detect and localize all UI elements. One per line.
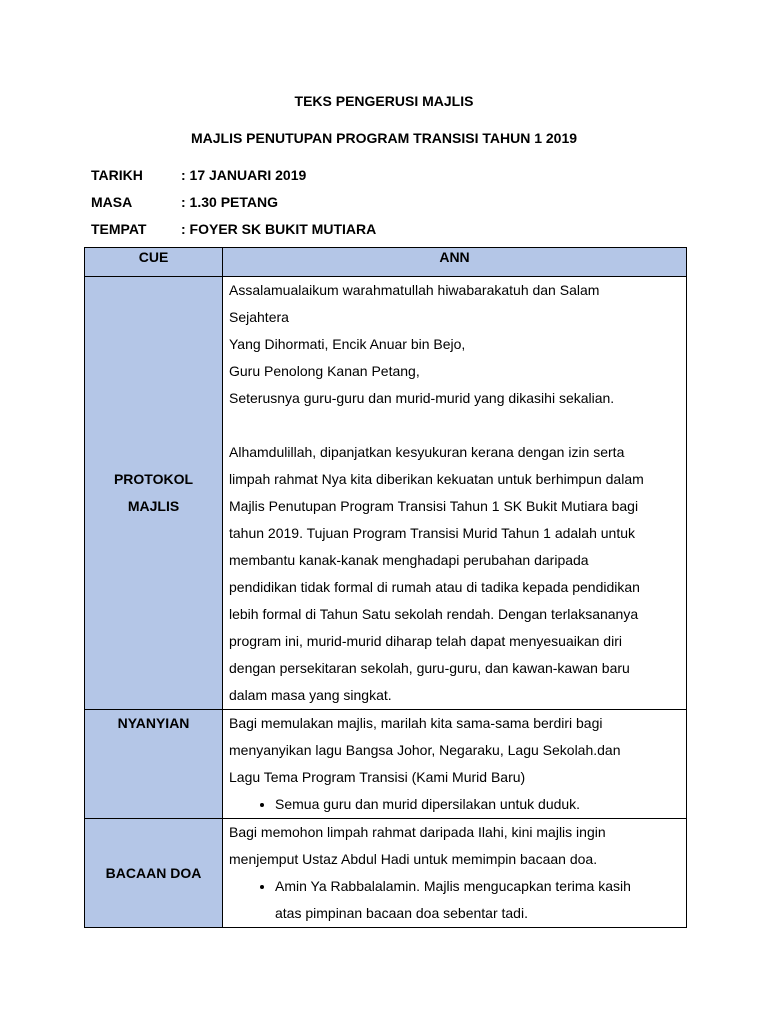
meta-value: : 17 JANUARI 2019 <box>181 167 307 183</box>
table-header-row <box>85 248 687 277</box>
text-line: Lagu Tema Program Transisi (Kami Murid Baru) <box>229 769 526 785</box>
bullet-list <box>229 873 682 927</box>
document-title: TEKS PENGERUSI MAJLIS <box>294 93 474 109</box>
text-line: Bagi memulakan majlis, marilah kita sama-sama berdiri bagi <box>229 715 603 731</box>
script-table <box>84 247 687 928</box>
meta-label: TEMPAT <box>91 221 147 237</box>
cue-cell: NYANYIAN <box>85 710 223 819</box>
text-line: Sejahtera <box>229 309 289 325</box>
header-ann: ANN <box>223 248 687 277</box>
text-line: dalam masa yang singkat. <box>229 687 392 703</box>
text-line: limpah rahmat Nya kita diberikan kekuatan untuk berhimpun dalam <box>229 471 644 487</box>
text-line: Yang Dihormati, Encik Anuar bin Bejo, <box>229 336 466 352</box>
meta-label: MASA <box>91 194 133 210</box>
text-line: pendidikan tidak formal di rumah atau di tadika kepada pendidikan <box>229 579 640 595</box>
meta-value: : 1.30 PETANG <box>181 194 278 210</box>
meta-label: TARIKH <box>91 167 143 183</box>
cue-cell: BACAAN DOA <box>85 819 223 928</box>
text-line: menyanyikan lagu Bangsa Johor, Negaraku, Lagu Sekolah.dan <box>229 742 621 758</box>
table-row-bacaan-doa <box>85 819 687 928</box>
meta-date <box>91 167 306 183</box>
text-line: Alhamdulillah, dipanjatkan kesyukuran kerana dengan izin serta <box>229 444 625 460</box>
text-line: Assalamualaikum warahmatullah hiwabarakatuh dan Salam <box>229 282 600 298</box>
meta-venue <box>91 221 376 237</box>
cue-cell <box>85 277 223 710</box>
text-line: Guru Penolong Kanan Petang, <box>229 363 420 379</box>
bullet-item: • Semua guru dan murid dipersilakan untuk duduk. <box>275 791 682 818</box>
blank-line <box>229 412 682 439</box>
text-line: tahun 2019. Tujuan Program Transisi Murid Tahun 1 adalah untuk <box>229 525 635 541</box>
cue-line: MAJLIS <box>127 498 180 514</box>
text-line: dengan persekitaran sekolah, guru-guru, dan kawan-kawan baru <box>229 660 630 676</box>
header-cue: CUE <box>85 248 223 277</box>
text-line: Majlis Penutupan Program Transisi Tahun 1 SK Bukit Mutiara bagi <box>229 498 639 514</box>
document-subtitle: MAJLIS PENUTUPAN PROGRAM TRANSISI TAHUN 1 2019 <box>190 130 578 146</box>
text-line: membantu kanak-kanak menghadapi perubahan daripada <box>229 552 589 568</box>
bullet-line: Amin Ya Rabbalalamin. Majlis mengucapkan terima kasih <box>275 878 631 894</box>
table-row-nyanyian <box>85 710 687 819</box>
text-line: Bagi memohon limpah rahmat daripada Ilahi, kini majlis ingin <box>229 824 606 840</box>
meta-time <box>91 194 278 210</box>
text-line: lebih formal di Tahun Satu sekolah rendah. Dengan terlaksananya <box>229 606 639 622</box>
bullet-list <box>229 791 682 818</box>
ann-cell <box>223 277 687 710</box>
bullet-line: atas pimpinan bacaan doa sebentar tadi. <box>275 905 528 921</box>
meta-value: : FOYER SK BUKIT MUTIARA <box>181 221 377 237</box>
ann-cell <box>223 710 687 819</box>
text-line: program ini, murid-murid diharap telah dapat menyesuaikan diri <box>229 633 622 649</box>
ann-cell <box>223 819 687 928</box>
text-line: menjemput Ustaz Abdul Hadi untuk memimpin bacaan doa. <box>229 851 598 867</box>
table-row-protokol <box>85 277 687 710</box>
text-line: Seterusnya guru-guru dan murid-murid yang dikasihi sekalian. <box>229 390 615 406</box>
cue-line: PROTOKOL <box>113 471 194 487</box>
bullet-item <box>275 873 682 927</box>
